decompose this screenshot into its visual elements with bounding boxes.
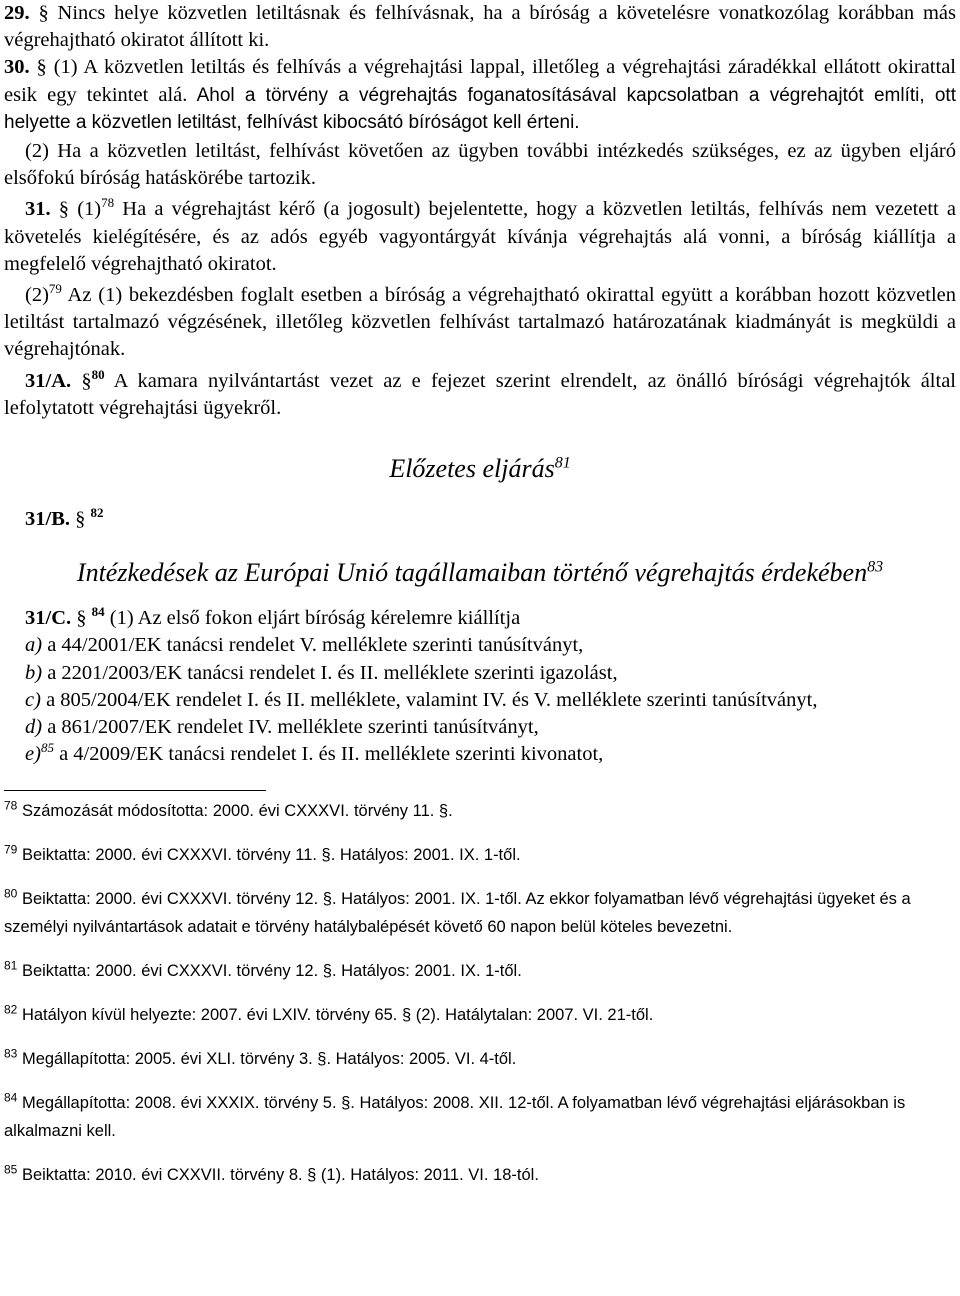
item-label: d) <box>25 716 43 739</box>
list-item <box>4 660 956 687</box>
heading-text: Intézkedések az Európai Unió tagállamaiban történő végrehajtás érdekében <box>76 558 868 588</box>
paragraph-31-1 <box>4 196 956 278</box>
footnote-separator <box>4 790 266 791</box>
footnote <box>4 957 956 985</box>
paragraph-30-1 <box>4 54 956 136</box>
heading-eu-intezkedesek <box>4 555 956 591</box>
footnote <box>4 1161 956 1189</box>
section-sign: § <box>75 508 86 531</box>
item-text: a 44/2001/EK tanácsi rendelet V. melléklete szerinti tanúsítványt, <box>42 634 584 657</box>
item-text: a 4/2009/EK tanácsi rendelet I. és II. melléklete szerinti kivonatot, <box>53 743 604 766</box>
heading-text: Előzetes eljárás <box>389 454 555 484</box>
footnote-number: 82 <box>4 1002 18 1017</box>
footnote-ref[interactable]: 83 <box>867 558 884 576</box>
footnote <box>4 841 956 869</box>
section-number: 29. <box>4 2 30 24</box>
list-item <box>4 714 956 741</box>
list-item <box>4 741 956 768</box>
section-number: 31/A. <box>25 369 72 392</box>
footnote <box>4 1045 956 1073</box>
paragraph-31-2 <box>4 282 956 364</box>
paragraph-text: (2) Ha a közvetlen letiltást, felhívást követően az ügyben további intézkedés szükséges, ez az ügyben eljáró elsőfokú bíróság hatáskörébe tartozik. <box>4 140 956 190</box>
footnote-text: Beiktatta: 2000. évi CXXXVI. törvény 12. §. Hatályos: 2001. IX. 1-től. <box>17 962 522 981</box>
footnote <box>4 1089 956 1145</box>
item-label: e) <box>25 743 41 766</box>
document-page <box>4 0 956 1189</box>
footnote-text: Megállapította: 2005. évi XLI. törvény 3. §. Hatályos: 2005. VI. 4-től. <box>17 1050 517 1069</box>
footnote-ref[interactable]: 81 <box>554 454 571 472</box>
paragraph-text: (1) Az első fokon eljárt bíróság kérelemre kiállítja <box>104 607 521 630</box>
footnote-ref[interactable]: 78 <box>101 195 115 211</box>
footnote-text: Beiktatta: 2010. évi CXXVII. törvény 8. § (1). Hatályos: 2011. VI. 18-tól. <box>17 1166 539 1185</box>
item-label: a) <box>25 634 43 657</box>
paragraph-31b <box>4 506 956 533</box>
paragraph-31a <box>4 368 956 422</box>
footnote-text: Számozását módosította: 2000. évi CXXXVI. törvény 11. §. <box>17 802 453 821</box>
item-label: b) <box>25 661 43 684</box>
item-text: a 861/2007/EK rendelet IV. melléklete szerinti tanúsítványt, <box>42 716 539 739</box>
section-number: 31/C. <box>25 607 72 630</box>
footnote-text: Beiktatta: 2000. évi CXXXVI. törvény 11. §. Hatályos: 2001. IX. 1-től. <box>17 846 521 865</box>
footnote-number: 85 <box>4 1162 18 1177</box>
paragraph-text: Ha a végrehajtást kérő (a jogosult) bejelentette, hogy a közvetlen letiltás, felhívás nem vezetett a követelés kielégítésére, és az adós egyéb vagyontárgyát kívánja végrehajtás alá vonni, a bíróság kiállítja a megfelelő végrehajtható okiratot. <box>4 198 957 275</box>
footnote-number: 83 <box>4 1046 18 1061</box>
item-text: a 2201/2003/EK tanácsi rendelet I. és II. melléklete szerinti igazolást, <box>42 661 618 684</box>
footnote <box>4 797 956 825</box>
footnote-text: Hatályon kívül helyezte: 2007. évi LXIV. törvény 65. § (2). Hatálytalan: 2007. VI. 21-től. <box>17 1006 654 1025</box>
section-sign: § <box>81 369 92 392</box>
paragraph-text: Ahol a törvény a végrehajtás foganatosításával kapcsolatban a végrehajtót említi, ott helyette a közvetlen letiltást, felhívást kibocsátó bíróságot kell érteni. <box>4 84 956 133</box>
footnote-text: Beiktatta: 2000. évi CXXXVI. törvény 12. §. Hatályos: 2001. IX. 1-től. Az ekkor folyamatban lévő végrehajtási ügyeket és a személyi nyilvántartások adatait e törvény hatálybalépését követő 60 napon belül köteles bevezetni. <box>4 890 911 937</box>
footnote-number: 84 <box>4 1090 18 1105</box>
footnote-number: 81 <box>4 958 18 973</box>
list-item <box>4 632 956 659</box>
footnote-ref[interactable]: 79 <box>48 281 62 297</box>
paragraph-text: Nincs helye közvetlen letiltásnak és felhívásnak, ha a bíróság a követelésre vonatkozólag korábban más végrehajtható okiratot állított ki. <box>4 2 957 52</box>
footnote <box>4 1001 956 1029</box>
paragraph-30-2 <box>4 138 956 192</box>
footnote-ref[interactable]: 80 <box>91 366 105 382</box>
item-label: c) <box>25 688 41 711</box>
paragraph-text: (1) A közvetlen letiltás és felhívás a végrehajtási lappal, illetőleg a végrehajtási záradékkal ellátott okirattal esik egy tekintet alá. <box>4 56 956 106</box>
heading-elozetes-eljaras <box>4 452 956 486</box>
paragraph-label: (2) <box>25 284 49 307</box>
footnote-text: Megállapította: 2008. évi XXXIX. törvény 5. §. Hatályos: 2008. XII. 12-től. A folyamatban lévő végrehajtási eljárásokban is alkalmazni kell. <box>4 1094 906 1141</box>
footnote-number: 78 <box>4 798 18 813</box>
section-sign: § <box>76 607 87 630</box>
paragraph-29 <box>4 0 956 54</box>
section-number: 31/B. <box>25 508 70 531</box>
section-number: 30. <box>4 56 30 79</box>
paragraph-label: (1) <box>69 198 102 221</box>
paragraph-31c <box>4 605 956 632</box>
list-item <box>4 687 956 714</box>
footnote-ref[interactable]: 85 <box>40 740 54 756</box>
footnote-number: 80 <box>4 886 18 901</box>
footnote <box>4 885 956 941</box>
section-number: 31. <box>25 198 51 221</box>
footnote-number: 79 <box>4 842 18 857</box>
item-text: a 805/2004/EK rendelet I. és II. melléklete, valamint IV. és V. melléklete szerinti tanúsítványt, <box>40 688 818 711</box>
footnotes <box>4 797 956 1189</box>
footnote-ref[interactable]: 82 <box>90 505 104 521</box>
paragraph-text: A kamara nyilvántartást vezet az e fejezet szerint elrendelt, az önálló bírósági végrehajtók által lefolytatott végrehajtási ügyekről. <box>4 369 956 419</box>
section-sign: § <box>38 2 49 24</box>
section-sign: § <box>36 56 47 79</box>
section-sign: § <box>58 198 70 221</box>
paragraph-text: Az (1) bekezdésben foglalt esetben a bíróság a végrehajtható okirattal együtt a korábban hozott közvetlen letiltást tartalmazó végzésének, illetőleg közvetlen felhívást tartalmazó határozatának kiadmányát is megküldi a végrehajtónak. <box>4 284 956 361</box>
footnote-ref[interactable]: 84 <box>91 604 105 620</box>
